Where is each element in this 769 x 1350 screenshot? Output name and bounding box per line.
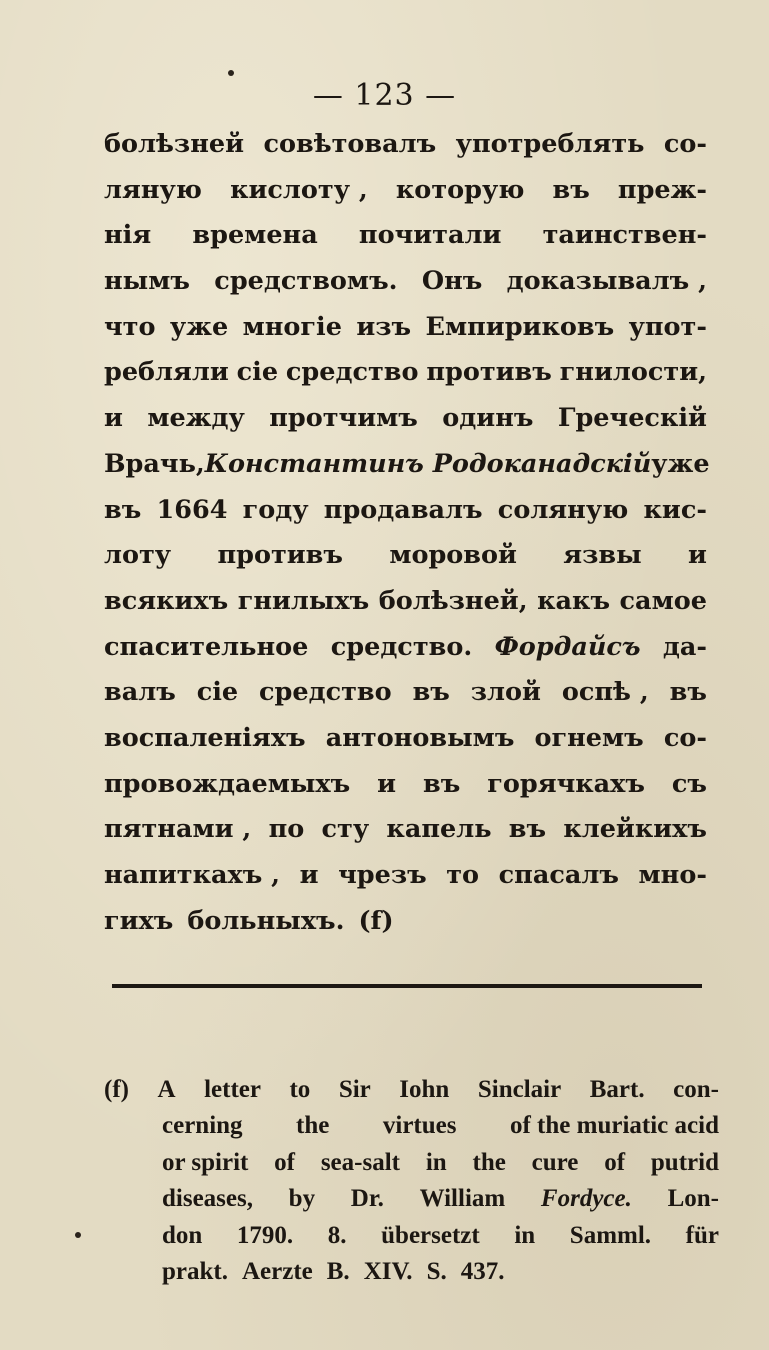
footnote-line: (f) A letter to Sir Iohn Sinclair Bart. con- [104,1076,719,1103]
text-line: всякихъ гнилыхъ болѣзней, какъ самое [104,585,707,616]
body-text [104,122,710,944]
footnote-line: cerning the virtues of the muriatic acid [162,1112,719,1140]
text-line: спасительное средство. Фордайсъ да- [104,625,707,671]
text-line: воспаленіяхъ антоновымъ огнемъ со- [104,722,707,753]
italic-name: Fordyce. [540,1185,632,1213]
footnote-line: diseases, by Dr. William Fordyce. Lon- [162,1181,719,1217]
italic-name: Фордайсъ [494,631,641,662]
footnote-line: or spirit of sea-salt in the cure of putrid [162,1148,719,1176]
text-line: болѣзней совѣтовалъ употреблять со- [104,129,707,159]
footnote-line: don 1790. 8. übersetzt in Samml. für [162,1221,719,1249]
page-number: — 123 — [312,78,457,113]
text-line: Врачь, Константинъ Родоканадскій уже [104,442,707,488]
text-line: гихъ больныхъ. (f) [104,899,707,945]
text-line: нымъ средствомъ. Онъ доказывалъ , [104,266,707,297]
ink-speck [75,1232,81,1238]
text-line: нія времена почитали таинствен- [104,220,707,251]
text-line: лоту противъ моровой язвы и [104,540,707,571]
text-line: и между протчимъ одинъ Греческій [104,403,707,434]
text-line: напиткахъ , и чрезъ то спасалъ мно- [104,860,707,890]
text-line: въ 1664 году продавалъ соляную кис- [104,494,707,525]
text-line: провождаемыхъ и въ горячкахъ съ [104,768,707,799]
footnote-marker: (f) [358,905,394,936]
text-line: что уже многіе изъ Емпириковъ упот- [104,311,707,342]
footnote [104,1072,719,1290]
footnote-divider [112,984,702,988]
text-line: валъ сіе средство въ злой оспѣ , въ [104,677,707,708]
text-line: ляную кислоту , которую въ преж- [104,174,707,205]
ink-speck [228,70,234,76]
italic-name: Константинъ Родоканадскій [204,448,652,479]
text-line: пятнами , по сту капель въ клейкихъ [104,814,707,845]
text-line: ребляли сіе средство противъ гнилости, [104,357,707,388]
footnote-line: prakt. Aerzte B. XIV. S. 437. [162,1257,505,1285]
